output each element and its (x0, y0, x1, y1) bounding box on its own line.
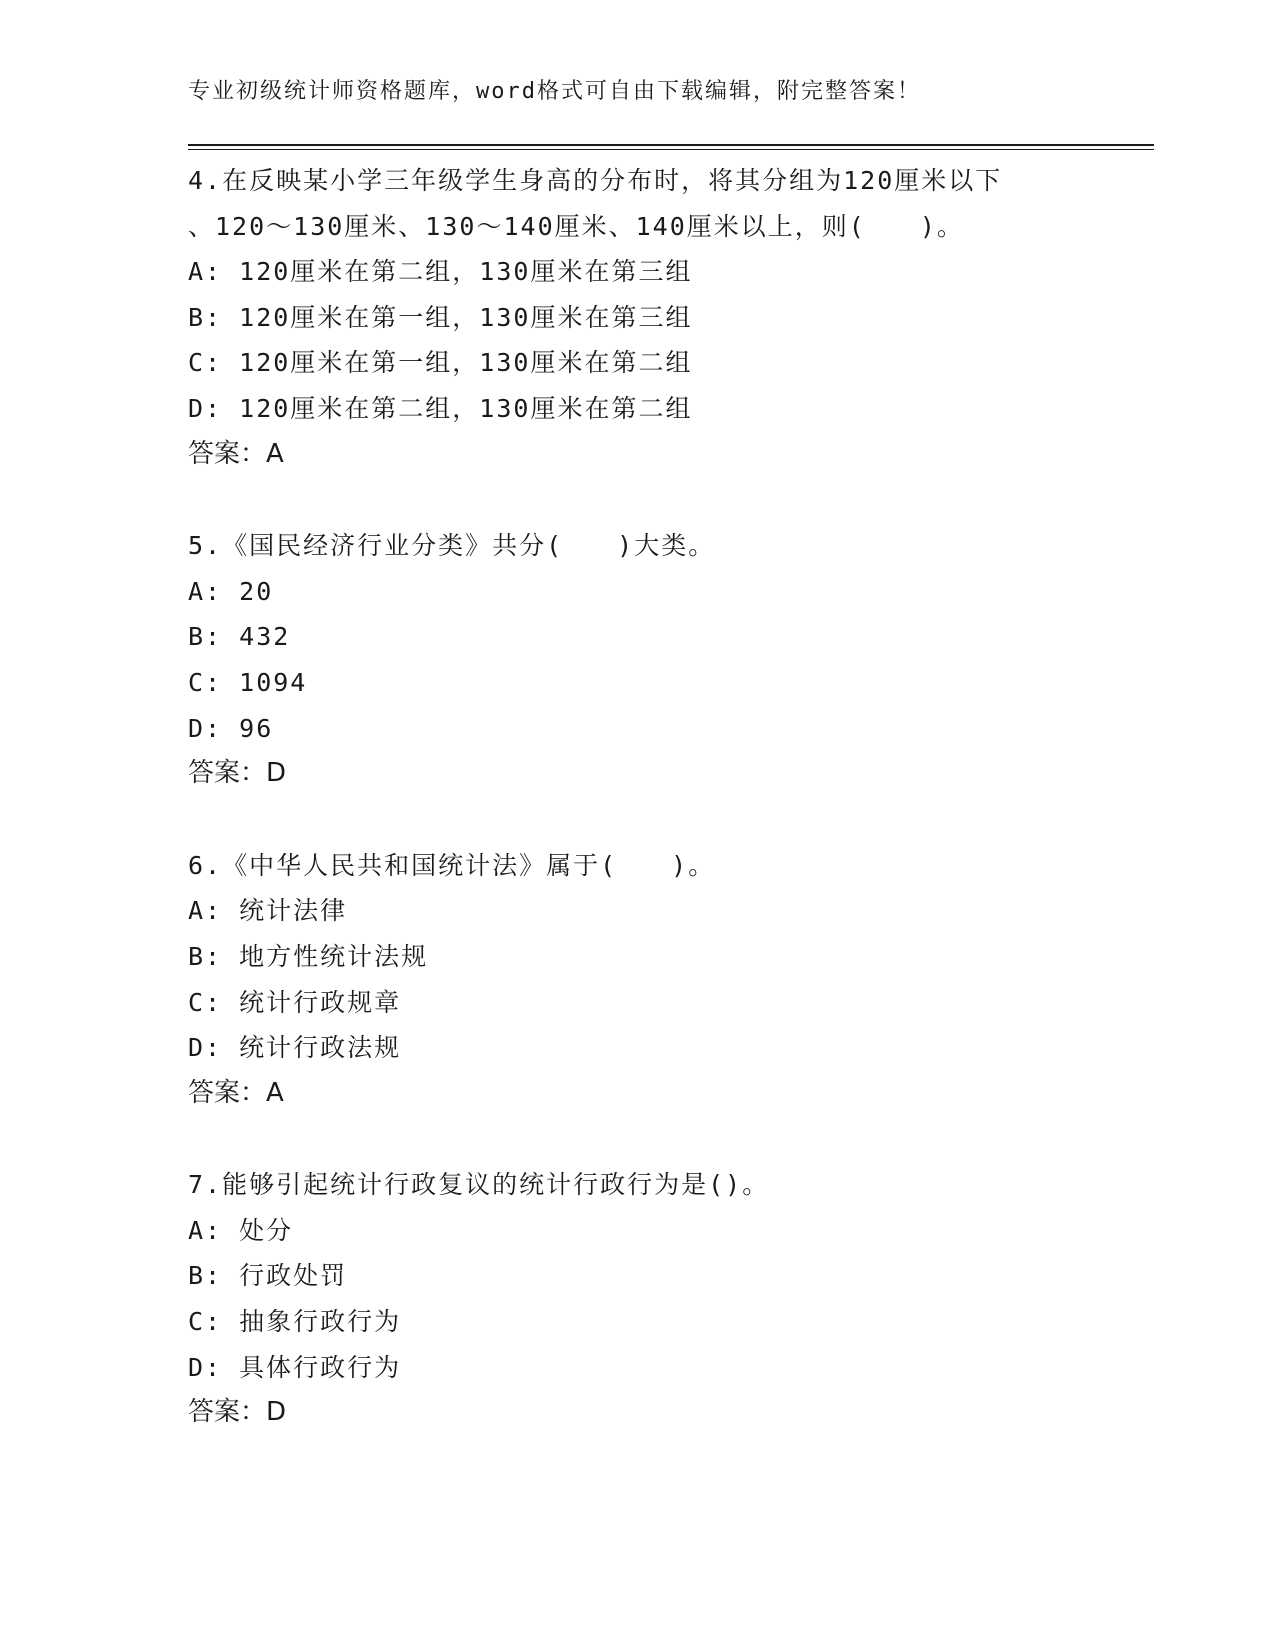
option-d: D: 统计行政法规 (188, 1033, 402, 1063)
option-b: B: 行政处罚 (188, 1261, 348, 1291)
question-4 (188, 158, 1128, 477)
answer-line: 答案：D (188, 758, 287, 789)
header-divider-thin (188, 149, 1154, 150)
option-c: C: 统计行政规章 (188, 987, 402, 1017)
option-c: C: 1094 (188, 667, 308, 697)
option-a: A: 统计法律 (188, 896, 348, 926)
option-b: B: 120厘米在第一组，130厘米在第三组 (188, 302, 693, 332)
option-d: D: 120厘米在第二组，130厘米在第二组 (188, 393, 693, 423)
option-a: A: 20 (188, 576, 274, 606)
option-a: A: 处分 (188, 1215, 294, 1245)
option-b: B: 432 (188, 622, 291, 652)
header-divider (188, 144, 1154, 146)
option-c: C: 120厘米在第一组，130厘米在第二组 (188, 348, 693, 378)
answer-line: 答案：A (188, 438, 284, 469)
question-stem-continued: 、120～130厘米、130～140厘米、140厘米以上，则( )。 (188, 211, 964, 241)
answer-line: 答案：D (188, 1397, 287, 1428)
option-c: C: 抽象行政行为 (188, 1307, 402, 1337)
option-a: A: 120厘米在第二组，130厘米在第三组 (188, 257, 693, 287)
option-b: B: 地方性统计法规 (188, 941, 429, 971)
question-7 (188, 1162, 1128, 1436)
question-stem: 4.在反映某小学三年级学生身高的分布时，将其分组为120厘米以下 (188, 166, 1003, 195)
question-stem: 7.能够引起统计行政复议的统计行政行为是()。 (188, 1170, 770, 1200)
question-stem: 5.《国民经济行业分类》共分( )大类。 (188, 531, 716, 561)
question-stem: 6.《中华人民共和国统计法》属于( )。 (188, 850, 716, 880)
option-d: D: 具体行政行为 (188, 1352, 402, 1382)
question-6 (188, 843, 1128, 1117)
option-d: D: 96 (188, 713, 274, 743)
question-list (188, 158, 1128, 1436)
page-header: 专业初级统计师资格题库，word格式可自由下载编辑，附完整答案！ (188, 79, 921, 104)
question-5 (188, 523, 1128, 797)
answer-line: 答案：A (188, 1077, 284, 1108)
